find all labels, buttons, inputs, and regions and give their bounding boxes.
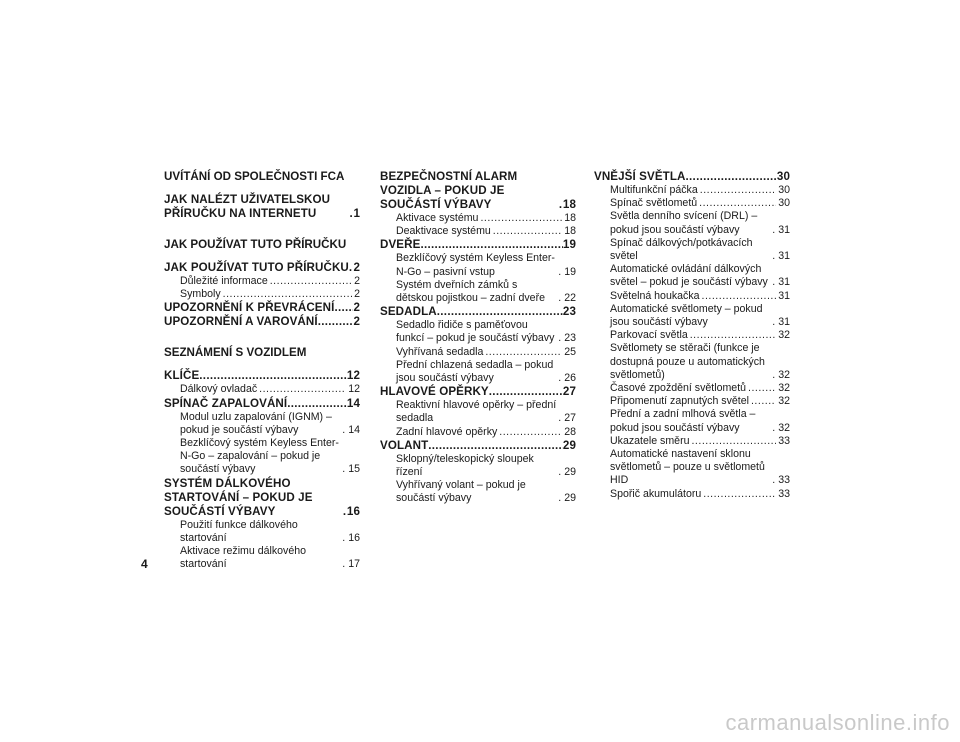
toc-entry-page: 31 [778, 250, 790, 263]
toc-entry-title: Symboly [180, 288, 221, 301]
toc-entry-title: Použití funkce dálkového startování [180, 518, 298, 544]
toc-entry-headlight-leveling[interactable] [594, 448, 790, 488]
toc-entry-title: Spínač dálkových/potkávacích světel [610, 236, 753, 263]
toc-entry-exterior-lights[interactable] [594, 170, 790, 184]
toc-column-1 [164, 170, 360, 571]
toc-entry-tilt-column[interactable] [380, 453, 576, 479]
toc-entry-page: 14 [348, 423, 360, 436]
toc-entry-remote-start-mode[interactable] [164, 545, 360, 571]
toc-entry-parking-lights[interactable] [594, 329, 790, 342]
toc-entry-page: 12 [346, 369, 360, 383]
toc-entry-drl[interactable] [594, 210, 790, 236]
toc-entry-title: Časové zpoždění světlometů [610, 382, 747, 395]
toc-entry-front-head-restraints[interactable] [380, 399, 576, 425]
toc-entry-title: SYSTÉM DÁLKOVÉHO STARTOVÁNÍ – POKUD JE SOUČÁSTÍ VÝBAVY [164, 476, 313, 518]
toc-entry-title: Spínač světlometů [610, 197, 698, 210]
toc-entry-rear-head-restraints[interactable] [380, 426, 576, 439]
toc-entry-page: 32 [778, 395, 790, 408]
toc-entry-alarm[interactable] [380, 170, 576, 212]
toc-entry-page: 12 [348, 383, 360, 396]
toc-entry-title: JAK POUŽÍVAT TUTO PŘÍRUČKU [164, 261, 349, 274]
toc-entry-page: 29 [562, 438, 576, 452]
toc-entry-title: Světelná houkačka [610, 289, 700, 302]
toc-entry-find-manual[interactable] [164, 193, 360, 221]
toc-entry-remote-start[interactable] [164, 477, 360, 519]
toc-entry-important-info[interactable] [164, 275, 360, 288]
toc-entry-title: SPÍNAČ ZAPALOVÁNÍ [164, 396, 288, 410]
toc-entry-wiper-headlights[interactable] [594, 342, 790, 382]
toc-entry-doors[interactable] [380, 238, 576, 252]
toc-entry-page: 30 [778, 197, 790, 210]
watermark: carmanualsonline.info [725, 710, 950, 735]
toc-entry-page: 29 [564, 492, 576, 505]
toc-entry-turn-signals[interactable] [594, 435, 790, 448]
toc-entry-title: Bezklíčový systém Keyless Enter-N-Go – zapalování – pokud je součástí výbavy [180, 437, 339, 476]
toc-entry-auto-high-beam[interactable] [594, 263, 790, 289]
toc-entry-keyless-ignition[interactable] [164, 437, 360, 477]
toc-entry-title: Automatické světlomety – pokud jsou součástí výbavy [610, 302, 763, 329]
toc-entry-page: 22 [564, 292, 576, 305]
toc-entry-heated-wheel[interactable] [380, 479, 576, 505]
toc-entry-symbols[interactable] [164, 288, 360, 301]
toc-entry-page: 18 [564, 212, 576, 224]
toc-entry-ignm[interactable] [164, 411, 360, 437]
toc-entry-page: 31 [778, 289, 790, 302]
toc-entry-title: Sedadlo řidiče s paměťovou funkcí – pokud je součástí výbavy [396, 319, 555, 345]
toc-entry-page: 16 [348, 531, 360, 544]
toc-entry-page: 23 [562, 305, 576, 319]
toc-entry-ventilated-seats[interactable] [380, 359, 576, 385]
toc-entry-page: 14 [346, 396, 360, 410]
toc-entry-auto-headlights[interactable] [594, 303, 790, 329]
toc-entry-title: Modul uzlu zapalování (IGNM) – pokud je součástí výbavy [180, 410, 332, 436]
toc-entry-title: BEZPEČNOSTNÍ ALARM VOZIDLA – POKUD JE SOUČÁSTÍ VÝBAVY [380, 170, 518, 211]
toc-entry-page: 29 [564, 466, 576, 479]
toc-entry-page: 2 [354, 288, 360, 301]
toc-entry-title: Vyhřívaná sedadla [396, 345, 484, 358]
toc-entry-page: 2 [353, 315, 360, 329]
toc-entry-ignition[interactable] [164, 397, 360, 411]
toc-entry-flash-to-pass[interactable] [594, 290, 790, 303]
toc-entry-title: SEDADLA [380, 305, 437, 319]
toc-entry-heated-seats[interactable] [380, 346, 576, 359]
toc-entry-title: Parkovací světla [610, 329, 688, 342]
toc-entry-title: Aktivace režimu dálkového startování [180, 545, 307, 571]
toc-entry-title: JAK NALÉZT UŽIVATELSKOU PŘÍRUČKU NA INTERNETU [164, 193, 331, 220]
toc-entry-title: Bezklíčový systém Keyless Enter-N-Go – pasivní vstup [396, 252, 555, 278]
toc-entry-headlight-switch[interactable] [594, 197, 790, 210]
toc-entry-page: 2 [354, 275, 360, 287]
toc-entry-key-fob[interactable] [164, 383, 360, 396]
toc-entry-title: Důležité informace [180, 275, 268, 287]
toc-entry-lights-on-reminder[interactable] [594, 395, 790, 408]
toc-entry-page: 16 [346, 504, 360, 518]
toc-entry-title: DVEŘE [380, 238, 421, 252]
toc-entry-title: HLAVOVÉ OPĚRKY [380, 385, 489, 399]
toc-entry-title: Ukazatele směru [610, 434, 690, 447]
toc-entry-headlight-delay[interactable] [594, 382, 790, 395]
toc-entry-title: Automatické ovládání dálkových světel – pokud je součástí výbavy [610, 263, 768, 289]
toc-entry-keyless-passive[interactable] [380, 252, 576, 278]
toc-entry-page: 32 [778, 329, 790, 342]
toc-entry-title: VNĚJŠÍ SVĚTLA [594, 170, 686, 183]
toc-entry-page: 25 [564, 345, 576, 358]
toc-entry-page: 17 [348, 558, 360, 571]
toc-entry-page: 32 [778, 382, 790, 395]
toc-entry-page: 28 [564, 425, 576, 438]
toc-entry-title: Světla denního svícení (DRL) – pokud jsou součástí výbavy [610, 210, 758, 236]
toc-entry-title: VOLANT [380, 438, 429, 452]
toc-entry-rollover[interactable] [164, 301, 360, 315]
toc-entry-head-restraints[interactable] [380, 385, 576, 399]
toc-entry-page: 18 [564, 225, 576, 238]
toc-entry-title: Zadní hlavové opěrky [396, 425, 498, 438]
toc-entry-memory-seat[interactable] [380, 319, 576, 345]
toc-entry-page: 19 [564, 265, 576, 278]
toc-entry-page: 31 [778, 223, 790, 236]
toc-heading-welcome: UVÍTÁNÍ OD SPOLEČNOSTI FCA [164, 170, 345, 183]
toc-entry-battery-saver[interactable] [594, 488, 790, 501]
page-number: 4 [141, 557, 148, 571]
toc-entry-page: 33 [778, 434, 790, 447]
toc-entry-title: Dálkový ovladač [180, 383, 258, 396]
toc-entry-high-low-switch[interactable] [594, 237, 790, 263]
toc-entry-seats[interactable] [380, 305, 576, 319]
toc-entry-title: Světlomety se stěrači (funkce je dostupná pouze u automatických světlometů) [610, 342, 765, 381]
toc-entry-title: Systém dveřních zámků s dětskou pojistkou – zadní dveře [396, 278, 545, 305]
toc-entry-child-locks[interactable] [380, 279, 576, 305]
toc-entry-page: 31 [778, 276, 790, 289]
toc-entry-title: Vyhřívaný volant – pokud je součástí výbavy [396, 479, 526, 505]
toc-entry-page: 30 [778, 184, 790, 196]
toc-entry-how-to-use[interactable] [164, 261, 360, 275]
toc-entry-alarm-disarm[interactable] [380, 225, 576, 238]
toc-entry-title: KLÍČE [164, 369, 200, 383]
toc-entry-page: 27 [564, 412, 576, 425]
toc-entry-page: 23 [564, 332, 576, 345]
toc-entry-page: 27 [562, 385, 576, 399]
toc-entry-page: 33 [778, 487, 790, 500]
toc-entry-title: Automatické nastavení sklonu světlometů – pouze u světlometů HID [610, 448, 765, 487]
toc-entry-title: Reaktivní hlavové opěrky – přední sedadla [396, 399, 557, 425]
toc-entry-page: 32 [778, 421, 790, 434]
toc-entry-keys[interactable] [164, 369, 360, 383]
toc-entry-warnings[interactable] [164, 315, 360, 329]
toc-heading-how-to-use: JAK POUŽÍVAT TUTO PŘÍRUČKU [164, 238, 347, 251]
toc-entry-page: 2 [353, 301, 360, 315]
toc-entry-page: 19 [562, 238, 576, 252]
toc-entry-title: Přední chlazená sedadla – pokud jsou součástí výbavy [396, 358, 554, 385]
toc-entry-page: 26 [564, 372, 576, 385]
toc-entry-page: 15 [348, 463, 360, 476]
toc-entry-title: Připomenutí zapnutých světel [610, 395, 749, 408]
toc-column-2 [380, 170, 576, 506]
toc-entry-page: 18 [562, 198, 576, 211]
toc-entry-title: Přední a zadní mlhová světla – pokud jsou součástí výbavy [610, 408, 756, 434]
toc-entry-page: 1 [353, 207, 360, 220]
toc-entry-title: Sklopný/teleskopický sloupek řízení [396, 452, 534, 479]
toc-entry-page: 33 [778, 474, 790, 487]
toc-entry-steering-wheel[interactable] [380, 439, 576, 453]
toc-entry-alarm-arm[interactable] [380, 212, 576, 225]
toc-entry-page: 32 [778, 368, 790, 381]
toc-entry-page: 30 [776, 170, 790, 183]
toc-entry-page: 2 [353, 261, 360, 274]
toc-entry-title: UPOZORNĚNÍ K PŘEVRÁCENÍ [164, 301, 335, 315]
toc-entry-title: Deaktivace systému [396, 225, 491, 238]
toc-heading-intro: SEZNÁMENÍ S VOZIDLEM [164, 346, 307, 360]
toc-entry-title: Multifunkční páčka [610, 184, 698, 196]
toc-entry-remote-start-use[interactable] [164, 519, 360, 545]
toc-entry-multifunction-lever[interactable] [594, 184, 790, 197]
toc-column-3 [594, 170, 790, 501]
toc-entry-title: UPOZORNĚNÍ A VAROVÁNÍ [164, 315, 318, 329]
toc-entry-page: 31 [778, 316, 790, 329]
toc-entry-title: Aktivace systému [396, 212, 479, 224]
toc-entry-title: Spořič akumulátoru [610, 487, 702, 500]
toc-entry-fog-lights[interactable] [594, 408, 790, 434]
